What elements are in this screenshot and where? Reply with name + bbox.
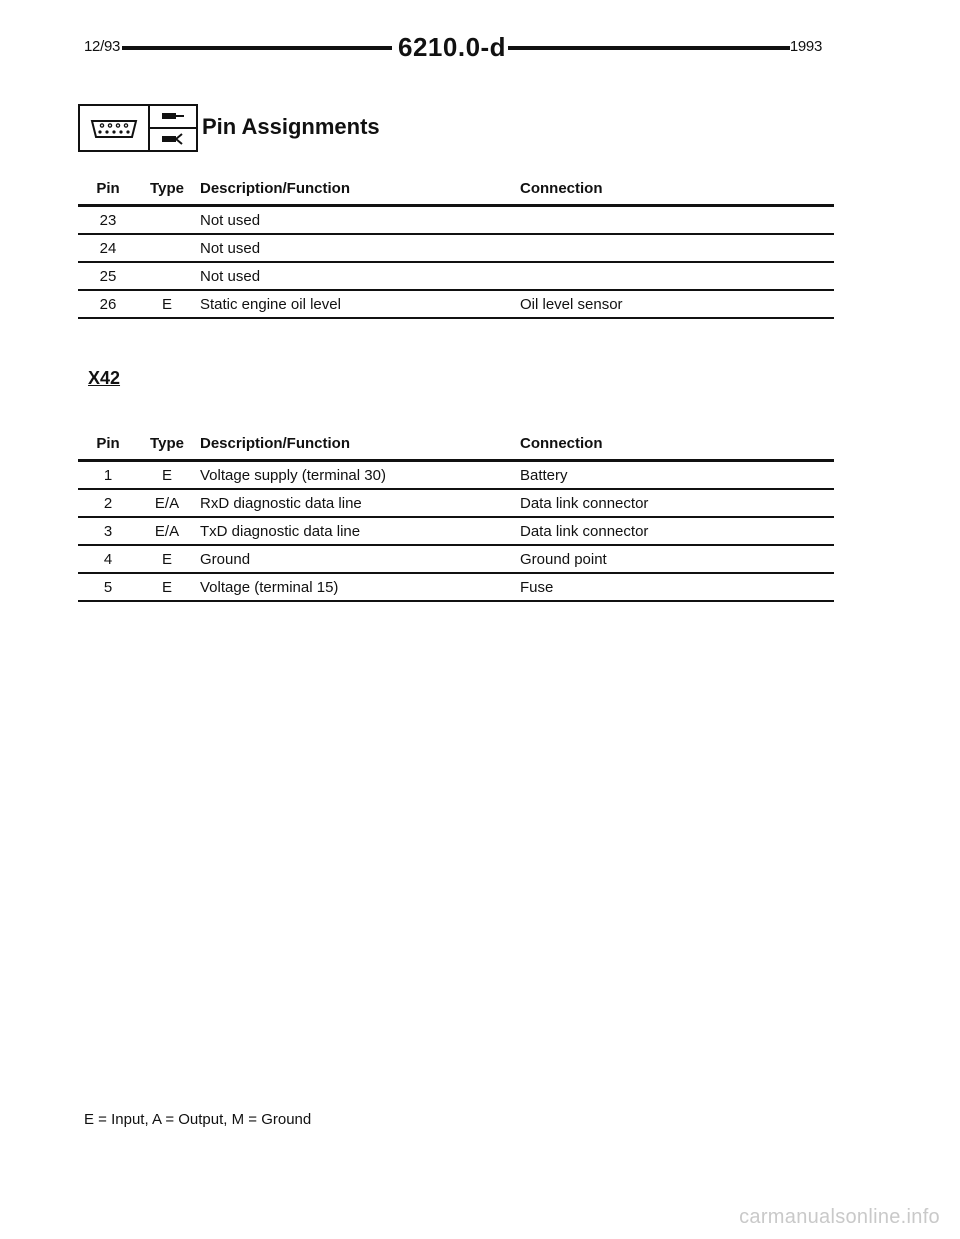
pin-description: Not used [200,240,261,257]
header-year: 1993 [789,38,822,55]
table-row [78,291,834,319]
pin-description: TxD diagnostic data line [200,523,361,540]
pin-number: 23 [99,212,117,229]
table-header [78,433,834,459]
table-row [78,235,834,263]
page-header [84,32,822,62]
table-row [78,263,834,291]
pin-description: Not used [200,212,261,229]
pin-description: Not used [200,268,261,285]
pin-connection: Data link connector [520,523,649,540]
header-type: Type [150,435,184,452]
pin-number: 26 [99,296,117,313]
pin-connection: Battery [520,467,568,484]
type-legend: E = Input, A = Output, M = Ground [84,1111,312,1128]
pin-number: 25 [99,268,117,285]
header-date: 12/93 [84,38,121,55]
header-pin: Pin [96,435,120,452]
pin-description: Voltage (terminal 15) [200,579,339,596]
table-row [78,462,834,490]
pin-type: E/A [154,523,180,540]
pin-number: 1 [103,467,113,484]
pin-description: Ground [200,551,251,568]
pin-number: 5 [103,579,113,596]
header-rule-left [122,46,392,50]
table-row [78,207,834,235]
pin-type: E [161,467,172,484]
header-doc-number: 6210.0-d [398,32,507,62]
header-description: Description/Function [200,180,350,197]
table-row [78,518,834,546]
connector-label: X42 [88,368,121,388]
connector-icon [78,104,150,152]
table-header [78,178,834,204]
header-description: Description/Function [200,435,350,452]
page-title: Pin Assignments [202,114,380,139]
pin-table-2 [78,433,834,602]
pin-number: 2 [103,495,113,512]
header-rule-right [508,46,790,50]
watermark: carmanualsonline.info [739,1206,940,1228]
pin-type: E [161,579,172,596]
pin-connection: Data link connector [520,495,649,512]
pin-number: 4 [103,551,113,568]
pin-description: Static engine oil level [200,296,341,313]
header-type: Type [150,180,184,197]
pin-description: Voltage supply (terminal 30) [200,467,386,484]
pin-description: RxD diagnostic data line [200,495,362,512]
input-output-icon [150,104,198,152]
pin-type: E/A [154,495,180,512]
table-row [78,490,834,518]
table-row [78,574,834,602]
header-connection: Connection [520,435,603,452]
pin-connection: Oil level sensor [520,296,623,313]
pin-type: E [161,296,172,313]
pin-table-1 [78,178,834,319]
pin-connection: Fuse [520,579,554,596]
pin-connection: Ground point [520,551,607,568]
pin-type: E [161,551,172,568]
header-connection: Connection [520,180,603,197]
header-pin: Pin [96,180,120,197]
table-row [78,546,834,574]
pin-number: 24 [99,240,117,257]
pin-number: 3 [103,523,113,540]
